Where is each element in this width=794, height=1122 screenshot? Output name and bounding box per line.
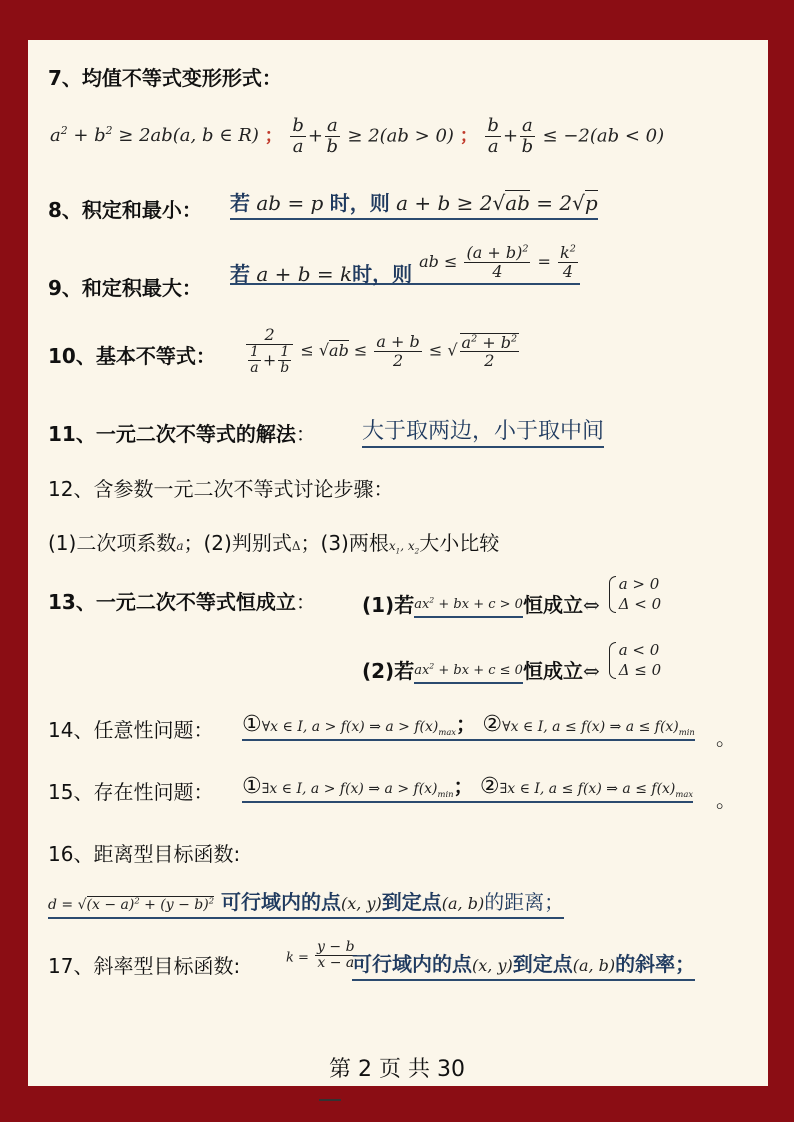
item-16-content: $d = √(x - a)^2 + (y - b)^2$ 可行域内的点(x, y)到定点(a, b)的距离； — [48, 886, 564, 919]
item-12-heading: 12、含参数一元二次不等式讨论步骤： — [48, 477, 394, 501]
item-10-formula: 2 $\frac{1}{a}$ + $\frac{1}{b}$ ≤ √ab ≤ $\frac{a + b}{2}$ ≤ √ $\frac{a^2 + b^2}{2}$ — [244, 326, 521, 376]
item-14-period: 。 — [716, 726, 736, 750]
item-12-steps: (1)二次项系数a；(2)判别式Δ；(3)两根$x_1$, $x_2$大小比较 — [48, 531, 500, 556]
item-17-formula: k = $\frac{y - b}{x - a}$ — [286, 939, 355, 972]
item-17-heading: 17、斜率型目标函数: — [48, 954, 241, 978]
item-11-answer: 大于取两边，小于取中间 — [362, 414, 604, 448]
item-13-case-1: (1)若$_{ax^2 + bx + c > 0}$恒成立⇔ a > 0 Δ < 0 — [362, 575, 662, 617]
item-7-heading: 7、均值不等式变形形式： — [48, 66, 282, 90]
item-14-heading: 14、任意性问题： — [48, 718, 214, 742]
item-9-content: 若 a + b = k时，则 ab ≤ $\frac{(a + b)^2}{4}$ = $\frac{k^2}{4}$ — [230, 244, 580, 285]
item-15-content: ①∃x ∈ I, a > f(x) ⇒ $a > f(x)_{min}$； ②∃x ∈ I, a ≤ f(x) ⇒ $a \le f(x)_{max}$ — [242, 770, 693, 803]
item-9-heading: 9、和定积最大： — [48, 276, 202, 300]
item-10-heading: 10、基本不等式： — [48, 344, 216, 368]
item-13-heading: 13、一元二次不等式恒成立： — [48, 590, 316, 614]
item-14-content: ①∀x ∈ I, a > f(x) ⇒ $a > f(x)_{max}$； ②∀x ∈ I, a ≤ f(x) ⇒ $a \le f(x)_{min}$ — [242, 708, 695, 741]
item-7-formulas: $a^2 + b^2 \ge 2ab(a$, b ∈ R) ； $\frac{b}{a}$ + $\frac{a}{b}$ ≥ 2(ab > 0) ； $\frac{b}{a}$ + $\frac{a}{b}$ ≤ −2(ab < 0) — [50, 115, 665, 157]
item-8-heading: 8、积定和最小： — [48, 198, 202, 222]
item-13-case-2: (2)若$_{ax^2 + bx + c \le 0}$恒成立⇔ a < 0 Δ ≤ 0 — [362, 641, 662, 683]
item-8-content: 若 ab = p 时，则 a + b ≥ 2√ab = 2√p — [230, 187, 598, 220]
item-11-heading: 11、一元二次不等式的解法： — [48, 422, 316, 446]
item-15-heading: 15、存在性问题： — [48, 780, 214, 804]
page-footer: 第 2 页 共 30 — [329, 1057, 465, 1082]
footer-dash — [319, 1099, 341, 1101]
item-15-period: 。 — [716, 788, 736, 812]
item-16-heading: 16、距离型目标函数: — [48, 842, 241, 866]
item-17-content: 可行域内的点(x, y)到定点(a, b)的斜率； — [352, 948, 695, 981]
